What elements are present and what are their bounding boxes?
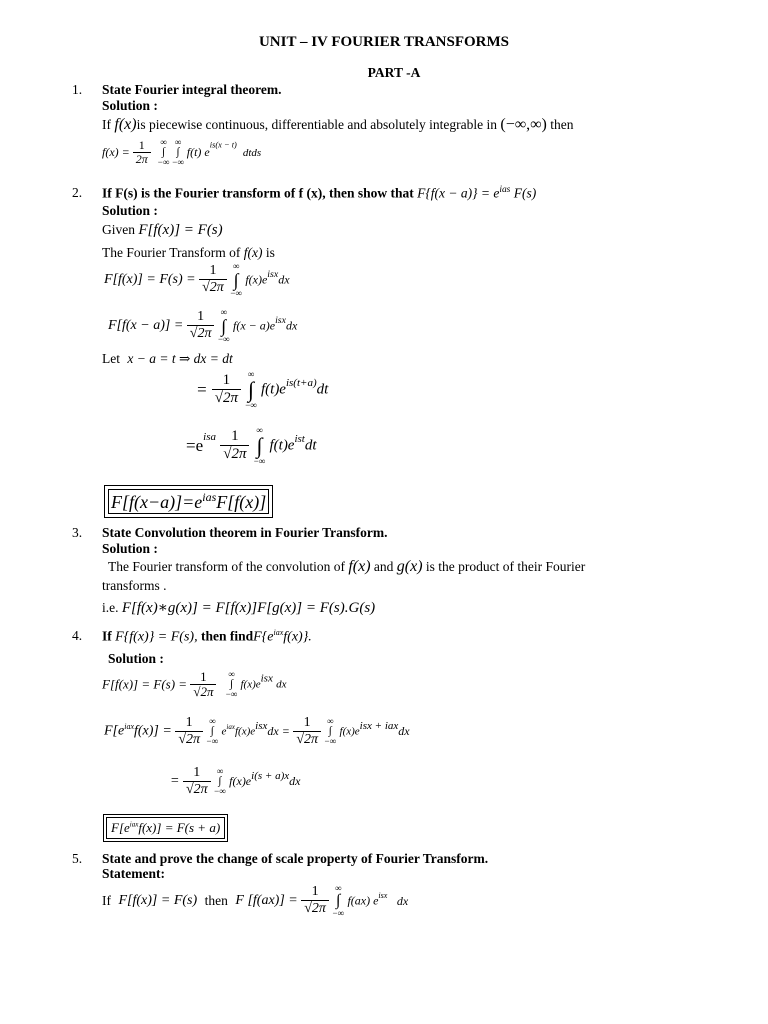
text: The Fourier transform of the convolution of — [108, 559, 345, 574]
integral — [172, 138, 184, 167]
integral-sign: ∫ — [256, 433, 263, 458]
upper-limit: ∞ — [209, 716, 216, 727]
equation-lhs: =e — [186, 436, 204, 455]
question-text: State and prove the change of scale property of Fourier Transform. — [102, 851, 489, 866]
result-box — [103, 814, 228, 842]
math: F[f(x)] = F(s) — [118, 893, 198, 908]
text-mid: is piecewise continuous, differentiable and absolutely integrable in — [136, 117, 497, 132]
lower-limit: −∞ — [225, 689, 238, 699]
integrand: f(x − a)e — [232, 318, 276, 333]
question-text: State Fourier integral theorem. — [102, 82, 282, 97]
differential: dtds — [242, 146, 262, 159]
fraction — [133, 139, 151, 166]
equation — [104, 262, 290, 298]
text: then — [204, 893, 228, 908]
lower-limit: −∞ — [230, 288, 242, 298]
question-number: 2. — [72, 185, 83, 200]
differential: dx — [398, 724, 410, 739]
statement-label: Statement: — [102, 866, 165, 881]
question-math: F{f(x)} = F(s), — [115, 629, 198, 645]
question-math: F{e — [253, 629, 274, 645]
upper-limit: ∞ — [228, 669, 235, 679]
lower-limit: −∞ — [217, 334, 230, 344]
equation-lhs: F[f(x)] = F(s) = — [104, 272, 196, 287]
upper-limit: ∞ — [327, 716, 334, 727]
solution-label: Solution : — [102, 203, 158, 218]
question-number: 3. — [72, 525, 83, 540]
numerator: 1 — [183, 766, 211, 782]
part-heading: PART -A — [367, 65, 421, 80]
differential: dt — [304, 437, 317, 454]
integral — [226, 670, 238, 699]
integrand: e — [221, 725, 227, 738]
fraction — [183, 766, 211, 797]
lower-limit: −∞ — [206, 736, 219, 747]
equation-lhs: F[e — [104, 723, 125, 739]
let-label: Let — [102, 351, 120, 366]
let-math: x − a = t ⇒ dx = dt — [127, 351, 233, 366]
integrand: f(x)e — [240, 678, 261, 691]
math-fx: f(x) — [348, 558, 371, 575]
fraction — [220, 429, 249, 462]
integrand: f(x)e — [245, 272, 268, 287]
lower-limit: −∞ — [324, 736, 337, 747]
text: The Fourier Transform of — [102, 245, 241, 260]
integral-sign: ∫ — [176, 146, 180, 158]
integral-sign: ∫ — [162, 146, 166, 158]
fraction — [187, 310, 215, 341]
integrand: f(t)e — [269, 437, 295, 454]
result-lhs: F[e — [111, 820, 130, 835]
fraction — [190, 670, 216, 699]
integral-sign: ∫ — [328, 725, 332, 738]
exponent: iax — [226, 722, 235, 731]
math-fx: f(x) — [243, 245, 263, 260]
question-math: f(x)}. — [283, 629, 312, 645]
integral — [207, 717, 219, 746]
integral-sign: ∫ — [229, 678, 233, 690]
equation — [170, 766, 300, 797]
exponent: i(s + a)x — [251, 769, 290, 782]
result-inner — [106, 817, 225, 839]
denominator: √2π — [304, 901, 326, 917]
solution-label: Solution : — [108, 651, 164, 666]
question-math-tail: F(s) — [513, 185, 537, 201]
numerator: 1 — [187, 310, 215, 326]
integral — [214, 767, 226, 796]
exponent: isx + iax — [359, 719, 399, 732]
fraction — [212, 373, 241, 406]
lower-limit: −∞ — [172, 157, 184, 167]
integral-sign: ∫ — [233, 270, 239, 290]
integral-sign: ∫ — [335, 892, 341, 909]
text: If — [102, 893, 111, 908]
lower-limit: −∞ — [157, 157, 170, 167]
upper-limit: ∞ — [247, 369, 255, 379]
integral — [218, 308, 230, 344]
ft-definition-text — [102, 245, 275, 261]
convolution-math: F[f(x)∗g(x)] = F[f(x)]F[g(x)] = F(s).G(s) — [121, 600, 376, 616]
equation-lhs: F[f(x − a)] = — [108, 318, 184, 333]
result-inner — [108, 489, 269, 514]
integrand: f(t)e — [260, 381, 286, 398]
fraction — [175, 716, 203, 747]
lower-limit: −∞ — [214, 786, 226, 797]
denominator: √2π — [185, 781, 208, 797]
solution-label: Solution : — [102, 541, 158, 556]
differential: dx = — [267, 724, 290, 739]
equation-lhs: F[f(x)] = F(s) = — [102, 676, 188, 692]
upper-limit: ∞ — [256, 425, 263, 435]
numerator: 1 — [293, 716, 321, 732]
exponent: ias — [202, 490, 217, 504]
differential: dx — [396, 893, 409, 908]
page-title: UNIT – IV FOURIER TRANSFORMS — [258, 34, 510, 50]
numerator: 1 — [301, 885, 329, 901]
exponent: iax — [129, 820, 139, 829]
integral-sign: ∫ — [210, 725, 214, 738]
exponent: iax — [273, 628, 284, 637]
numerator: 1 — [190, 670, 216, 685]
denominator: √2π — [223, 446, 247, 463]
equation — [196, 370, 328, 410]
exponent: is(x − t) — [209, 140, 237, 150]
result-rhs: f(x)] = F(s + a) — [138, 820, 221, 835]
equation — [104, 716, 410, 747]
upper-limit: ∞ — [220, 307, 227, 317]
numerator: 1 — [199, 264, 227, 280]
integral — [332, 884, 344, 918]
text: and — [373, 559, 394, 574]
exponent: ias — [499, 185, 511, 195]
upper-limit: ∞ — [174, 137, 182, 147]
upper-limit: ∞ — [216, 766, 224, 777]
exponent: iax — [124, 721, 134, 731]
fraction — [293, 716, 321, 747]
text: then find — [200, 628, 254, 644]
question-text — [102, 185, 536, 202]
given-line — [102, 222, 223, 239]
numerator: 1 — [220, 429, 249, 446]
question-math: F{f(x − a)} = e — [417, 185, 500, 201]
question-text — [102, 628, 312, 646]
question-number: 5. — [72, 851, 83, 866]
convolution-formula — [102, 598, 375, 617]
upper-limit: ∞ — [334, 883, 342, 893]
differential: dx — [276, 678, 287, 691]
fourier-integral-formula — [102, 138, 261, 167]
equation-lhs: = — [196, 380, 208, 399]
denominator: 2π — [135, 151, 148, 166]
lower-limit: −∞ — [253, 456, 266, 466]
text: is — [265, 245, 275, 260]
question-words: If F(s) is the Fourier transform of f (x), then show that — [102, 185, 414, 201]
math-range: (−∞,∞) — [500, 116, 547, 133]
denominator: √2π — [214, 390, 238, 407]
result-box — [104, 485, 273, 518]
equation — [186, 426, 317, 466]
theorem-condition — [102, 116, 573, 134]
exponent: isx — [378, 891, 388, 901]
integrand: f(ax) e — [347, 893, 379, 908]
integrand: f(x)e — [229, 774, 252, 789]
exponent: is(t+a) — [285, 376, 317, 389]
formula-lhs: f(x) = — [102, 145, 130, 159]
lower-limit: −∞ — [332, 908, 344, 918]
denominator: √2π — [193, 683, 214, 699]
text-if: If — [102, 117, 111, 132]
equation — [108, 308, 297, 344]
equation — [102, 670, 287, 699]
exponent: ist — [294, 432, 305, 445]
integrand: f(x)e — [339, 725, 360, 738]
exponent: isx — [260, 672, 273, 685]
integrand: f(t) e — [186, 145, 210, 159]
integral-sign: ∫ — [221, 316, 227, 336]
fraction — [301, 885, 329, 916]
integral — [325, 717, 337, 746]
fraction — [199, 264, 227, 295]
equation-lhs: = — [170, 773, 180, 789]
denominator: √2π — [296, 731, 319, 747]
differential: dx — [285, 318, 298, 333]
integral-sign: ∫ — [218, 775, 222, 788]
integral — [158, 138, 170, 167]
exponent: isx — [255, 719, 268, 732]
lower-limit: −∞ — [245, 400, 257, 410]
upper-limit: ∞ — [232, 261, 240, 271]
question-number: 4. — [72, 628, 83, 643]
convolution-statement — [108, 558, 585, 576]
scale-property-statement — [102, 884, 408, 918]
result-rhs: F[f(x)] — [216, 492, 267, 512]
exponent: isa — [203, 430, 216, 443]
denominator: √2π — [189, 326, 212, 342]
differential: dt — [316, 381, 329, 398]
text: If — [102, 628, 112, 644]
given-label: Given — [102, 222, 135, 237]
differential: dx — [278, 272, 290, 287]
question-number: 1. — [72, 82, 83, 97]
integrand: f(x)e — [234, 725, 256, 738]
denominator: √2π — [202, 280, 224, 296]
integral — [230, 262, 242, 298]
equation-lhs: f(x)] = — [134, 723, 172, 739]
solution-label: Solution : — [102, 98, 158, 113]
differential: dx — [289, 774, 301, 789]
question-text: State Convolution theorem in Fourier Transform. — [102, 525, 388, 540]
result-lhs: F[f(x−a)]=e — [111, 492, 203, 512]
text-then: then — [550, 117, 574, 132]
ie-label: i.e. — [102, 600, 119, 615]
upper-limit: ∞ — [160, 137, 167, 147]
math-fx: f(x) — [114, 116, 137, 133]
denominator: √2π — [178, 731, 201, 747]
math-gx: g(x) — [396, 558, 423, 575]
integral-sign: ∫ — [247, 377, 254, 402]
math: F [f(ax)] = — [235, 893, 298, 908]
text: is the product of their Fourier — [425, 559, 586, 574]
integral — [245, 370, 257, 410]
exponent: isx — [275, 315, 286, 327]
exponent: isx — [267, 269, 279, 281]
given-math: F[f(x)] = F(s) — [138, 222, 223, 238]
numerator: 1 — [175, 716, 203, 732]
numerator: 1 — [212, 373, 241, 390]
integral — [254, 426, 266, 466]
numerator: 1 — [133, 139, 151, 153]
convolution-statement-cont: transforms . — [102, 578, 167, 593]
substitution-line — [102, 351, 233, 367]
